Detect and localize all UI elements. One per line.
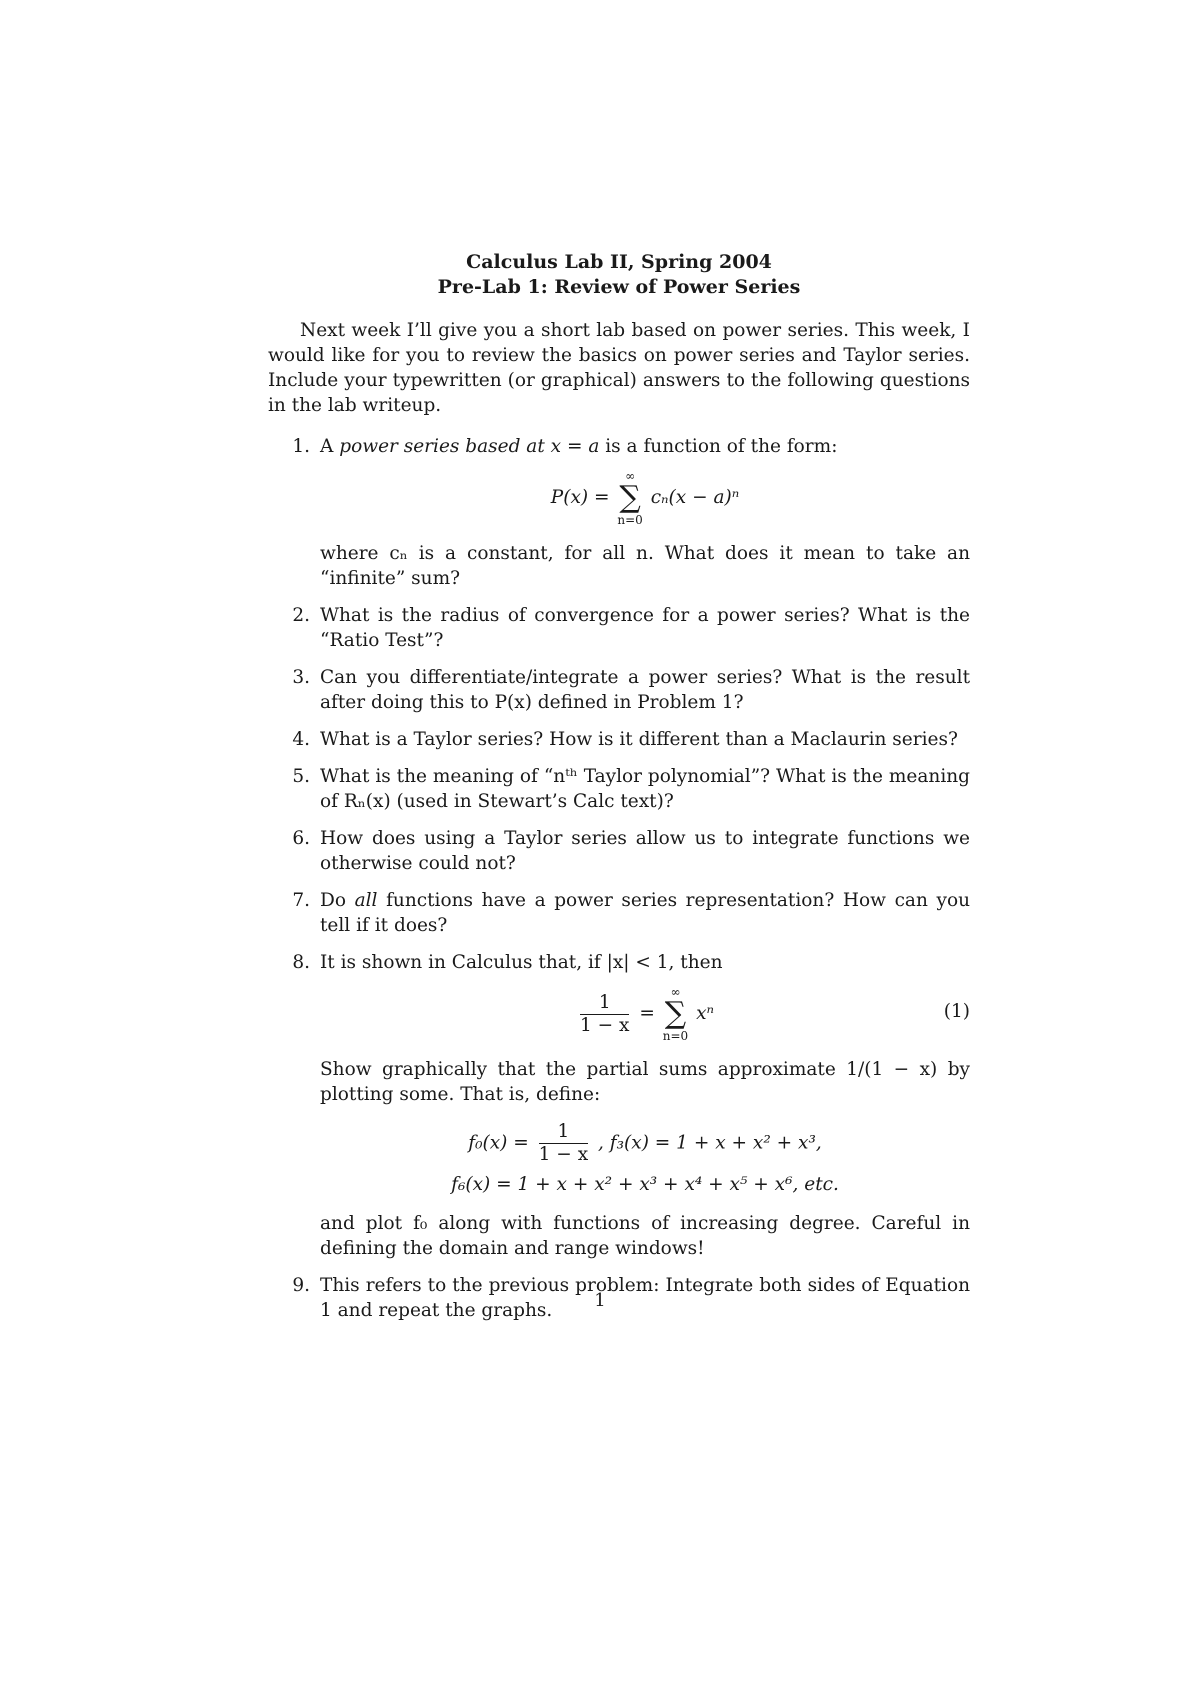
page-number: 1 <box>594 1290 606 1311</box>
equation-lhs: P(x) = <box>550 487 610 508</box>
power-series-equation <box>320 469 970 527</box>
problem-text: Do <box>320 890 355 911</box>
problem-5 <box>268 764 970 814</box>
problem-text: where cₙ is a constant, for all n. What does it mean to take an “infinite” sum? <box>320 543 970 589</box>
sum-lower-limit: n=0 <box>662 1029 689 1043</box>
problem-number: 1. <box>292 436 310 457</box>
document-body <box>268 250 970 1335</box>
fraction <box>580 992 629 1037</box>
intro-paragraph: Next week I’ll give you a short lab based on power series. This week, I would like for you to review the basics on power series and Taylor series. Include your typewritten (or graphical) answers to the following questions in the lab writeup. <box>268 320 970 416</box>
problem-3 <box>268 665 970 715</box>
problem-text: and plot f₀ along with functions of increasing degree. Careful in defining the domain and range windows! <box>320 1213 970 1259</box>
problem-number: 5. <box>292 766 310 787</box>
sum-symbol: ∞ ∑ n=0 <box>617 469 643 527</box>
course-title: Calculus Lab II, Spring 2004 <box>466 251 772 273</box>
problem-text: is a function of the form: <box>599 436 838 457</box>
prelab-title: Pre-Lab 1: Review of Power Series <box>437 276 801 298</box>
emphasis-text: power series based at x = a <box>339 436 600 457</box>
problem-text: What is the radius of convergence for a power series? What is the “Ratio Test”? <box>320 605 970 651</box>
problem-1 <box>268 434 970 591</box>
problem-8 <box>268 950 970 1261</box>
problem-6 <box>268 826 970 876</box>
problem-text: It is shown in Calculus that, if |x| < 1, then <box>320 952 723 973</box>
fraction-numerator: 1 <box>598 991 611 1013</box>
fraction-numerator: 1 <box>557 1121 570 1142</box>
problem-number: 7. <box>292 890 310 911</box>
equation-rhs: xⁿ <box>696 1003 714 1024</box>
problem-text: How does using a Taylor series allow us to integrate functions we otherwise could not? <box>320 828 970 874</box>
equation-lhs: f₀(x) = <box>468 1132 529 1154</box>
problem-4 <box>268 727 970 752</box>
equals-sign: = <box>639 1003 655 1024</box>
fraction <box>539 1121 588 1166</box>
problem-text: A <box>320 436 340 457</box>
geometric-series-equation <box>320 985 970 1043</box>
problem-7 <box>268 888 970 938</box>
problem-text: This refers to the previous problem: Integrate both sides of Equation 1 and repeat the graphs. <box>320 1275 970 1321</box>
equation-rhs: cₙ(x − a)ⁿ <box>650 487 740 508</box>
problem-text: What is the meaning of “nᵗʰ Taylor polynomial”? What is the meaning of Rₙ(x) (used in Stewart’s Calc text)? <box>320 766 970 812</box>
equation-rhs: , f₃(x) = 1 + x + x² + x³, <box>598 1132 822 1154</box>
sum-upper-limit: ∞ <box>670 985 681 999</box>
problem-text: Show graphically that the partial sums approximate 1/(1 − x) by plotting some. That is, define: <box>320 1059 970 1105</box>
fraction-denominator: 1 − x <box>538 1144 589 1165</box>
problem-text: What is a Taylor series? How is it different than a Maclaurin series? <box>320 729 958 750</box>
sum-lower-limit: n=0 <box>617 513 643 527</box>
problem-number: 4. <box>292 729 310 750</box>
problem-list <box>268 434 970 1323</box>
problem-number: 2. <box>292 605 310 626</box>
problem-text: functions have a power series representation? How can you tell if it does? <box>320 890 970 936</box>
f6-definition: f₆(x) = 1 + x + x² + x³ + x⁴ + x⁵ + x⁶, etc. <box>451 1174 839 1195</box>
problem-number: 8. <box>292 952 310 973</box>
sum-upper-limit: ∞ <box>625 469 636 483</box>
problem-number: 3. <box>292 667 310 688</box>
problem-2 <box>268 603 970 653</box>
problem-number: 9. <box>292 1275 310 1296</box>
problem-text: Can you differentiate/integrate a power series? What is the result after doing this to P(x) defined in Problem 1? <box>320 667 970 713</box>
problem-number: 6. <box>292 828 310 849</box>
sum-symbol: ∞ ∑ n=0 <box>662 985 689 1043</box>
emphasis-text: all <box>354 890 378 911</box>
equation-label: (1) <box>943 1001 970 1022</box>
f0-f3-definition <box>320 1121 970 1166</box>
fraction-denominator: 1 − x <box>579 1014 630 1036</box>
